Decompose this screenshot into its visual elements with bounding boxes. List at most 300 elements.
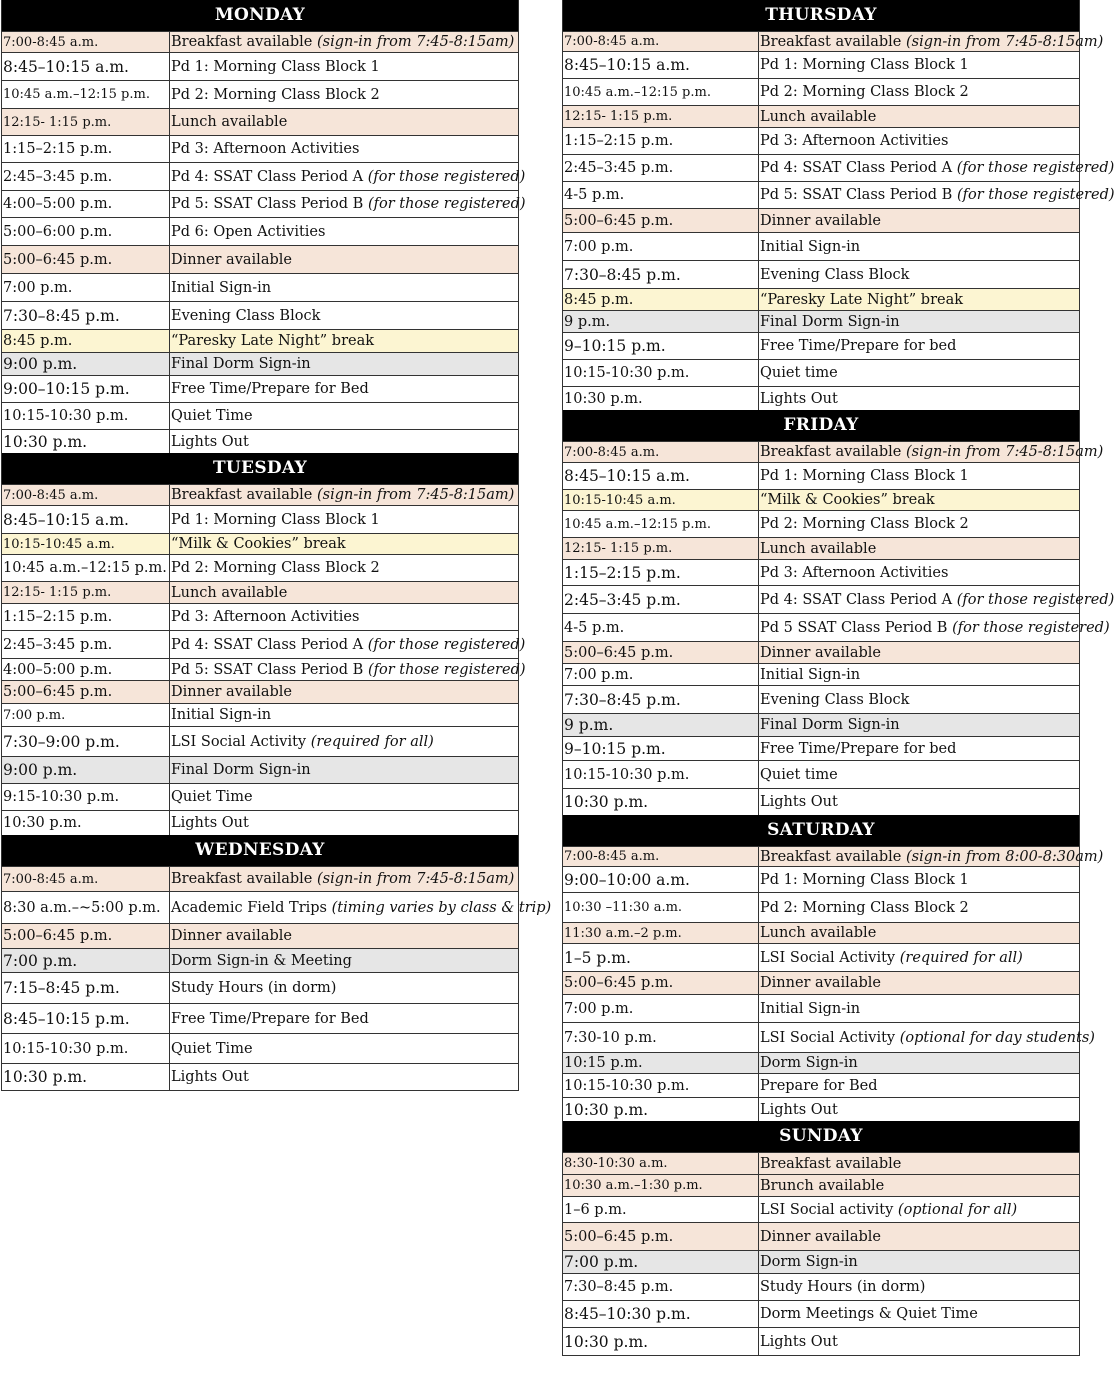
schedule-row — [2, 866, 518, 891]
time-cell: 10:15-10:30 p.m. — [2, 403, 170, 429]
schedule-row — [2, 402, 518, 429]
time-cell: 7:30-10 p.m. — [563, 1023, 759, 1052]
activity-cell — [759, 360, 1079, 386]
activity-cell — [759, 233, 1079, 260]
activity-label: LSI Social Activity — [760, 1029, 896, 1046]
activity-label: Quiet time — [760, 766, 838, 783]
time-cell: 9 p.m. — [563, 311, 759, 332]
schedule-row — [2, 162, 526, 190]
activity-label: Evening Class Block — [760, 266, 910, 283]
activity-cell — [759, 511, 1079, 537]
activity-cell — [170, 681, 518, 703]
schedule-row — [563, 585, 1115, 613]
schedule-row — [563, 1196, 1079, 1222]
time-cell: 7:30–8:45 p.m. — [563, 686, 759, 713]
time-cell: 5:00–6:45 p.m. — [563, 209, 759, 232]
activity-label: Free Time/Prepare for Bed — [171, 381, 369, 397]
schedule-row — [2, 52, 518, 80]
activity-cell — [170, 704, 518, 726]
time-cell: 9–10:15 p.m. — [563, 737, 759, 760]
activity-cell — [759, 893, 1079, 922]
activity-label: Academic Field Trips — [171, 899, 327, 916]
schedule-row — [2, 703, 518, 726]
activity-label: Free Time/Prepare for bed — [760, 338, 957, 354]
time-cell: 5:00–6:45 p.m. — [563, 642, 759, 663]
time-cell: 10:30 p.m. — [2, 430, 170, 453]
time-cell: 1:15–2:15 p.m. — [563, 128, 759, 154]
time-cell: 11:30 a.m.–2 p.m. — [563, 923, 759, 943]
activity-note: (required for all) — [310, 733, 434, 750]
activity-label: Final Dorm Sign-in — [760, 717, 900, 733]
activity-label: “Paresky Late Night” break — [171, 333, 375, 349]
activity-cell — [170, 659, 526, 680]
activity-label: Pd 3: Afternoon Activities — [171, 141, 360, 157]
activity-label: Free Time/Prepare for bed — [760, 740, 957, 757]
activity-label: Pd 3: Afternoon Activities — [760, 564, 949, 581]
time-cell: 7:00-8:45 a.m. — [563, 442, 759, 462]
schedule-row — [2, 533, 518, 554]
activity-label: Free Time/Prepare for Bed — [171, 1010, 369, 1027]
time-cell: 12:15- 1:15 p.m. — [563, 538, 759, 559]
schedule-row — [2, 783, 518, 810]
time-cell: 9–10:15 p.m. — [563, 333, 759, 359]
schedule-row — [563, 489, 1079, 510]
schedule-row — [563, 332, 1079, 359]
activity-label: LSI Social Activity — [760, 949, 896, 966]
time-cell: 7:00 p.m. — [2, 274, 170, 301]
schedule-row — [563, 1174, 1079, 1196]
schedule-row — [2, 31, 518, 52]
activity-cell — [170, 330, 518, 352]
activity-label: Breakfast available — [760, 444, 902, 460]
time-cell: 7:30–8:45 p.m. — [563, 1274, 759, 1300]
activity-label: Lunch available — [760, 108, 877, 125]
activity-cell — [759, 106, 1079, 127]
activity-label: Pd 2: Morning Class Block 2 — [760, 84, 969, 100]
schedule-row — [563, 760, 1079, 788]
activity-cell — [759, 387, 1079, 410]
activity-label: Final Dorm Sign-in — [171, 762, 311, 778]
activity-cell — [759, 560, 1079, 585]
schedule-row — [563, 1097, 1079, 1121]
activity-cell — [170, 631, 525, 658]
schedule-row — [2, 630, 526, 658]
activity-cell — [759, 128, 1079, 154]
activity-label: Pd 1: Morning Class Block 1 — [760, 57, 969, 73]
activity-label: Pd 5: SSAT Class Period B — [171, 661, 364, 678]
activity-cell — [170, 136, 518, 162]
activity-note: (optional for all) — [897, 1201, 1018, 1218]
day-section-saturday — [563, 815, 1104, 1121]
schedule-row — [563, 510, 1079, 537]
schedule-row — [563, 208, 1079, 232]
activity-label: Dorm Meetings & Quiet Time — [760, 1306, 978, 1322]
time-cell: 10:30 p.m. — [2, 1064, 170, 1090]
time-cell: 7:15–8:45 p.m. — [2, 973, 170, 1003]
activity-label: Pd 3: Afternoon Activities — [760, 133, 949, 149]
schedule-row — [563, 788, 1079, 815]
activity-cell — [759, 737, 1079, 760]
activity-label: Lunch available — [171, 584, 288, 601]
day-header: THURSDAY — [563, 0, 1079, 31]
time-cell: 7:30–8:45 p.m. — [563, 261, 759, 288]
activity-cell — [170, 302, 518, 329]
activity-label: Pd 3: Afternoon Activities — [171, 609, 360, 625]
activity-cell — [170, 81, 518, 108]
schedule-row — [563, 181, 1115, 208]
schedule-row — [2, 923, 518, 948]
schedule-row — [563, 713, 1079, 736]
activity-cell — [170, 784, 518, 810]
day-header: FRIDAY — [563, 410, 1079, 441]
time-cell: 5:00–6:45 p.m. — [563, 1223, 759, 1250]
activity-label: Dinner available — [760, 1228, 881, 1245]
time-cell: 7:00 p.m. — [563, 233, 759, 260]
activity-label: Dinner available — [760, 975, 881, 991]
activity-cell — [759, 761, 1079, 788]
activity-cell — [759, 1328, 1079, 1355]
day-section-friday — [563, 410, 1115, 815]
activity-label: Dorm Sign-in & Meeting — [171, 952, 352, 969]
time-cell: 8:45–10:30 p.m. — [563, 1301, 759, 1327]
schedule-row — [563, 51, 1079, 78]
time-cell: 8:45–10:15 a.m. — [563, 463, 759, 489]
time-cell: 10:30 –11:30 a.m. — [563, 893, 759, 922]
time-cell: 10:15-10:45 a.m. — [563, 490, 759, 510]
day-section-thursday — [563, 0, 1115, 410]
time-cell: 8:30 a.m.–~5:00 p.m. — [2, 892, 170, 923]
activity-label: Pd 4: SSAT Class Period A — [171, 636, 364, 653]
activity-cell — [759, 261, 1079, 288]
activity-label: LSI Social activity — [760, 1201, 894, 1218]
time-cell: 2:45–3:45 p.m. — [2, 631, 170, 658]
schedule-row — [2, 726, 518, 756]
time-cell: 9:00–10:15 p.m. — [2, 376, 170, 402]
activity-cell — [759, 1023, 1095, 1052]
schedule-row — [2, 273, 518, 301]
activity-label: Pd 5: SSAT Class Period B — [171, 196, 364, 212]
activity-cell — [759, 311, 1079, 332]
time-cell: 7:00 p.m. — [563, 664, 759, 685]
activity-label: Dinner available — [760, 644, 881, 661]
activity-label: Pd 4: SSAT Class Period A — [760, 160, 953, 176]
activity-label: Pd 5 SSAT Class Period B — [760, 619, 948, 636]
schedule-row — [563, 232, 1079, 260]
schedule-row — [2, 658, 526, 680]
time-cell: 4-5 p.m. — [563, 182, 759, 208]
schedule-column-left — [1, 0, 552, 1091]
day-header: SATURDAY — [563, 815, 1079, 846]
time-cell: 8:30-10:30 a.m. — [563, 1153, 759, 1174]
activity-label: Final Dorm Sign-in — [760, 313, 900, 330]
activity-cell — [759, 1301, 1079, 1327]
activity-cell — [759, 1053, 1079, 1073]
time-cell: 10:15 p.m. — [563, 1053, 759, 1073]
schedule-row — [2, 810, 518, 835]
activity-cell — [759, 923, 1079, 943]
day-header: TUESDAY — [2, 453, 518, 484]
activity-label: Dorm Sign-in — [760, 1254, 858, 1270]
activity-cell — [759, 32, 1103, 51]
activity-cell — [170, 727, 518, 756]
activity-cell — [759, 333, 1079, 359]
activity-label: Initial Sign-in — [760, 238, 861, 255]
time-cell: 7:30–8:45 p.m. — [2, 302, 170, 329]
time-cell: 10:15-10:30 p.m. — [563, 360, 759, 386]
schedule-row — [563, 1222, 1079, 1250]
schedule-row — [563, 559, 1079, 585]
schedule-row — [563, 1052, 1079, 1073]
schedule-row — [563, 866, 1079, 892]
time-cell: 10:30 p.m. — [563, 1098, 759, 1121]
time-cell: 5:00–6:45 p.m. — [563, 972, 759, 994]
activity-cell — [170, 892, 551, 923]
activity-cell — [170, 867, 518, 891]
activity-label: Lights Out — [171, 815, 249, 831]
time-cell: 7:00-8:45 a.m. — [2, 32, 170, 52]
time-cell: 9:00 p.m. — [2, 353, 170, 375]
activity-label: Prepare for Bed — [760, 1077, 878, 1094]
activity-cell — [759, 1251, 1079, 1273]
activity-cell — [759, 972, 1079, 994]
activity-cell — [170, 506, 518, 533]
activity-cell — [759, 686, 1079, 713]
time-cell: 10:30 a.m.–1:30 p.m. — [563, 1175, 759, 1196]
activity-cell — [759, 538, 1079, 559]
activity-cell — [170, 485, 518, 505]
time-cell: 4-5 p.m. — [563, 614, 759, 641]
activity-cell — [759, 944, 1079, 971]
activity-label: Pd 1: Morning Class Block 1 — [760, 871, 969, 888]
activity-cell — [759, 642, 1079, 663]
activity-cell — [759, 1153, 1079, 1174]
activity-cell — [170, 534, 518, 554]
time-cell: 2:45–3:45 p.m. — [563, 586, 759, 613]
activity-label: Initial Sign-in — [760, 1000, 861, 1017]
schedule-row — [563, 994, 1079, 1022]
time-cell: 9:15-10:30 p.m. — [2, 784, 170, 810]
activity-label: Pd 5: SSAT Class Period B — [760, 187, 953, 203]
time-cell: 10:15-10:30 p.m. — [2, 1034, 170, 1063]
time-cell: 7:00-8:45 a.m. — [2, 485, 170, 505]
activity-cell — [170, 218, 518, 245]
schedule-row — [563, 922, 1079, 943]
activity-cell — [170, 973, 518, 1003]
activity-label: Breakfast available — [760, 1155, 902, 1172]
activity-note: (for those registered) — [956, 591, 1115, 608]
time-cell: 7:00 p.m. — [563, 995, 759, 1022]
activity-note: (for those registered) — [367, 661, 526, 678]
schedule-row — [2, 948, 518, 972]
activity-cell — [759, 586, 1114, 613]
time-cell: 5:00–6:45 p.m. — [2, 246, 170, 273]
activity-label: Quiet Time — [171, 789, 253, 805]
time-cell: 10:30 p.m. — [563, 1328, 759, 1355]
activity-cell — [759, 714, 1079, 736]
activity-note: (for those registered) — [956, 187, 1115, 203]
schedule-row — [563, 154, 1115, 181]
activity-label: Initial Sign-in — [760, 666, 861, 683]
time-cell: 1:15–2:15 p.m. — [2, 604, 170, 630]
activity-cell — [759, 442, 1103, 462]
time-cell: 7:30–9:00 p.m. — [2, 727, 170, 756]
activity-label: Pd 2: Morning Class Block 2 — [171, 560, 380, 576]
activity-cell — [759, 1223, 1079, 1250]
schedule-row — [2, 603, 518, 630]
activity-note: (sign-in from 7:45-8:15am) — [906, 444, 1104, 460]
schedule-row — [2, 680, 518, 703]
activity-label: Dorm Sign-in — [760, 1055, 858, 1071]
activity-cell — [759, 182, 1115, 208]
time-cell: 5:00–6:00 p.m. — [2, 218, 170, 245]
schedule-row — [563, 31, 1104, 51]
activity-cell — [170, 376, 518, 402]
schedule-row — [563, 663, 1079, 685]
activity-label: Dinner available — [171, 684, 292, 700]
activity-label: “Milk & Cookies” break — [760, 492, 935, 508]
activity-note: (timing varies by class & trip) — [331, 899, 552, 916]
activity-label: Lights Out — [171, 433, 249, 450]
time-cell: 8:45 p.m. — [2, 330, 170, 352]
activity-cell — [170, 811, 518, 835]
schedule-row — [563, 1273, 1079, 1300]
activity-cell — [170, 949, 518, 972]
activity-label: Pd 6: Open Activities — [171, 223, 326, 240]
activity-label: Quiet Time — [171, 408, 253, 424]
time-cell: 7:00-8:45 a.m. — [563, 847, 759, 866]
time-cell: 10:30 p.m. — [563, 789, 759, 815]
time-cell: 8:45–10:15 a.m. — [2, 53, 170, 80]
activity-label: Pd 1: Morning Class Block 1 — [760, 468, 969, 484]
activity-cell — [170, 582, 518, 603]
activity-label: Lights Out — [760, 390, 838, 407]
schedule-row — [563, 105, 1079, 127]
schedule-row — [2, 554, 518, 581]
activity-label: Evening Class Block — [171, 307, 321, 324]
schedule-row — [2, 1063, 518, 1090]
activity-cell — [759, 79, 1079, 105]
activity-cell — [759, 1197, 1079, 1222]
activity-label: “Milk & Cookies” break — [171, 536, 346, 552]
activity-note: (sign-in from 8:00-8:30am) — [906, 848, 1104, 865]
schedule-row — [563, 359, 1079, 386]
activity-label: Lights Out — [171, 1069, 249, 1085]
activity-cell — [170, 757, 518, 783]
schedule-row — [2, 108, 518, 135]
time-cell: 7:00-8:45 a.m. — [2, 867, 170, 891]
activity-label: Initial Sign-in — [171, 707, 272, 723]
activity-label: Breakfast available — [171, 34, 313, 50]
schedule-row — [563, 971, 1079, 994]
schedule-row — [563, 1327, 1079, 1355]
activity-label: “Paresky Late Night” break — [760, 291, 964, 308]
schedule-row — [563, 127, 1079, 154]
schedule-row — [2, 581, 518, 603]
schedule-row — [563, 846, 1104, 866]
schedule-column-right — [562, 0, 1115, 1356]
activity-label: Study Hours (in dorm) — [171, 980, 337, 996]
schedule-row — [2, 329, 518, 352]
activity-cell — [759, 789, 1079, 815]
schedule-row — [563, 1152, 1079, 1174]
activity-label: Final Dorm Sign-in — [171, 356, 311, 372]
time-cell: 2:45–3:45 p.m. — [2, 163, 170, 190]
schedule-row — [563, 288, 1079, 310]
activity-cell — [170, 353, 518, 375]
activity-label: Breakfast available — [760, 33, 902, 50]
time-cell: 9:00 p.m. — [2, 757, 170, 783]
schedule-row — [563, 537, 1079, 559]
activity-cell — [759, 209, 1079, 232]
activity-cell — [759, 1274, 1079, 1300]
time-cell: 10:15-10:30 p.m. — [563, 761, 759, 788]
schedule-row — [2, 245, 518, 273]
schedule-row — [563, 1300, 1079, 1327]
activity-cell — [759, 1175, 1079, 1196]
activity-label: Dinner available — [760, 212, 881, 229]
time-cell: 7:00 p.m. — [2, 949, 170, 972]
activity-note: (sign-in from 7:45-8:15am) — [317, 487, 515, 503]
schedule-row — [2, 190, 526, 217]
activity-cell — [759, 155, 1114, 181]
activity-cell — [170, 191, 526, 217]
schedule-row — [2, 891, 552, 923]
activity-note: (required for all) — [899, 949, 1023, 966]
activity-label: Lunch available — [171, 114, 288, 130]
activity-cell — [170, 246, 518, 273]
activity-cell — [170, 32, 518, 52]
time-cell: 5:00–6:45 p.m. — [2, 924, 170, 948]
time-cell: 8:45–10:15 a.m. — [563, 52, 759, 78]
schedule-row — [2, 301, 518, 329]
day-section-tuesday — [2, 453, 526, 835]
time-cell: 10:15-10:45 a.m. — [2, 534, 170, 554]
time-cell: 5:00–6:45 p.m. — [2, 681, 170, 703]
activity-note: (sign-in from 7:45-8:15am) — [317, 34, 515, 50]
day-section-monday — [2, 0, 526, 453]
schedule-row — [563, 1073, 1079, 1097]
activity-cell — [759, 463, 1079, 489]
activity-cell — [170, 163, 525, 190]
activity-label: Lunch available — [760, 540, 877, 557]
time-cell: 10:45 a.m.–12:15 p.m. — [563, 79, 759, 105]
schedule-row — [2, 756, 518, 783]
day-header: MONDAY — [2, 0, 518, 31]
activity-cell — [170, 1064, 518, 1090]
schedule-row — [2, 375, 518, 402]
time-cell: 4:00–5:00 p.m. — [2, 191, 170, 217]
schedule-row — [2, 1033, 518, 1063]
schedule-row — [563, 1250, 1079, 1273]
time-cell: 7:00 p.m. — [2, 704, 170, 726]
activity-label: Breakfast available — [171, 487, 313, 503]
activity-cell — [170, 604, 518, 630]
schedule-row — [2, 429, 518, 453]
activity-cell — [170, 53, 518, 80]
time-cell: 1:15–2:15 p.m. — [2, 136, 170, 162]
day-section-sunday — [563, 1121, 1079, 1355]
activity-label: Study Hours (in dorm) — [760, 1279, 926, 1295]
schedule-row — [2, 80, 518, 108]
schedule-row — [563, 462, 1079, 489]
day-section-wednesday — [2, 835, 552, 1090]
time-cell: 7:00 p.m. — [563, 1251, 759, 1273]
time-cell: 10:45 a.m.–12:15 p.m. — [2, 555, 170, 581]
activity-label: LSI Social Activity — [171, 733, 307, 750]
schedule-row — [563, 641, 1079, 663]
schedule-row — [2, 505, 518, 533]
time-cell: 8:45–10:15 p.m. — [2, 1004, 170, 1033]
